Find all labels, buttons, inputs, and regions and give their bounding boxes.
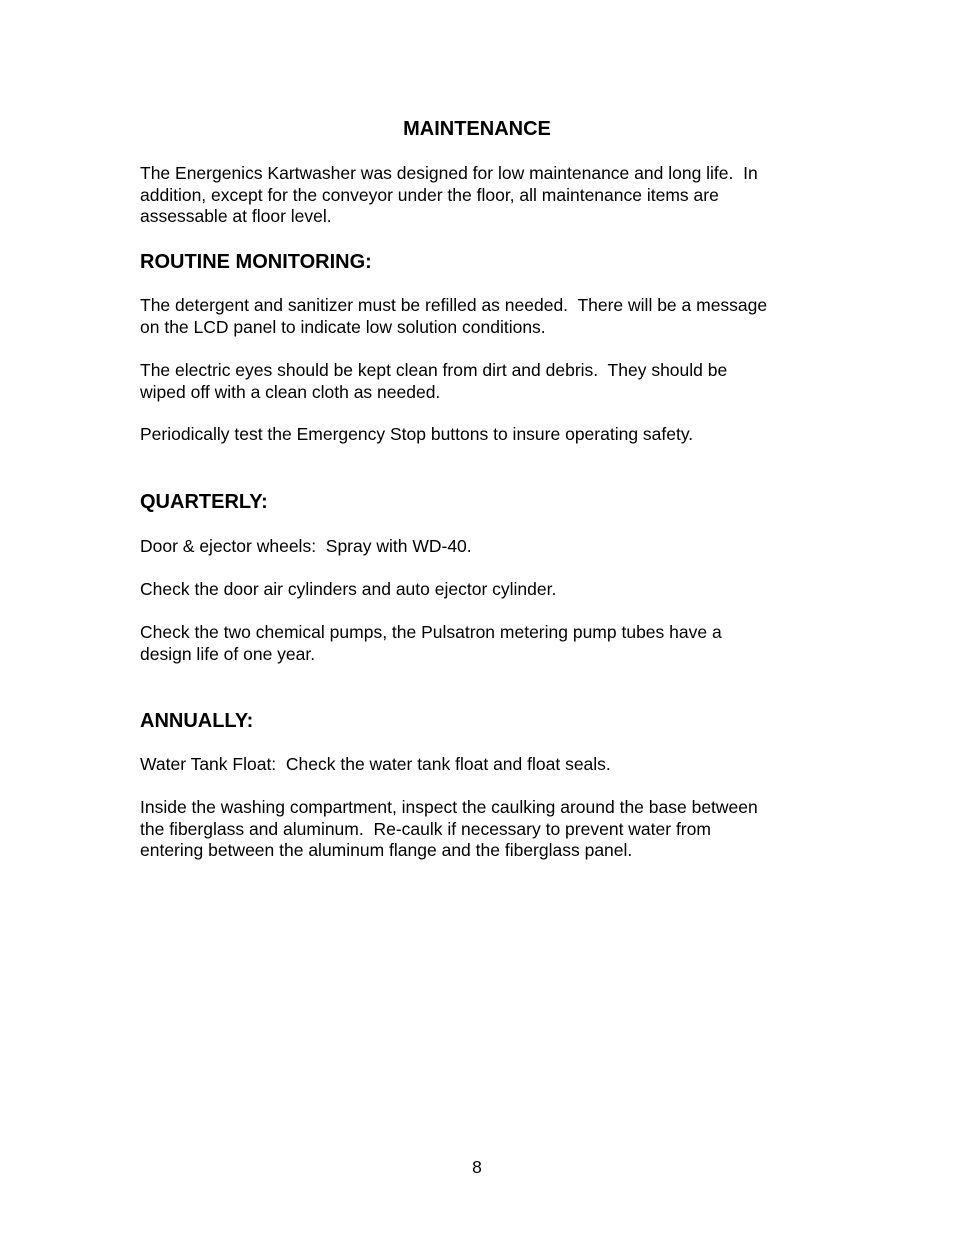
routine-paragraph-2 [140,360,727,403]
quarterly-paragraph-3 [140,622,722,665]
quarterly-paragraph-2 [140,579,556,601]
annually-p2-line-2: the fiberglass and aluminum. Re-caulk if necessary to prevent water from [140,818,711,839]
intro-line-1: The Energenics Kartwasher was designed for low maintenance and long life. In [140,163,758,183]
annually-paragraph-2 [140,797,758,862]
annually-paragraph-1 [140,754,611,776]
annually-p1-line-1: Water Tank Float: Check the water tank float and float seals. [140,754,611,774]
intro-line-3: assessable at floor level. [140,206,332,227]
section-heading-routine-monitoring: ROUTINE MONITORING: [140,251,372,273]
intro-line-2: addition, except for the conveyor under the floor, all maintenance items are [140,184,719,205]
quarterly-paragraph-1 [140,536,472,558]
page-number: 8 [472,1157,482,1177]
annually-p2-line-3: entering between the aluminum flange and the fiberglass panel. [140,840,633,861]
quarterly-p3-line-2: design life of one year. [140,643,316,664]
quarterly-p3-line-1: Check the two chemical pumps, the Pulsatron metering pump tubes have a [140,622,722,642]
routine-paragraph-3 [140,424,693,446]
routine-p2-line-1: The electric eyes should be kept clean from dirt and debris. They should be [140,360,728,380]
document-page [140,0,820,1235]
page-title: MAINTENANCE [403,118,551,140]
routine-p3-line-1: Periodically test the Emergency Stop buttons to insure operating safety. [140,424,694,444]
section-heading-quarterly: QUARTERLY: [140,491,268,513]
routine-paragraph-1 [140,295,767,338]
intro-paragraph [140,163,758,228]
routine-p2-line-2: wiped off with a clean cloth as needed. [140,381,441,402]
quarterly-p1-line-1: Door & ejector wheels: Spray with WD-40. [140,536,472,556]
routine-p1-line-1: The detergent and sanitizer must be refilled as needed. There will be a message [140,295,768,315]
section-heading-annually: ANNUALLY: [140,710,254,732]
annually-p2-line-1: Inside the washing compartment, inspect the caulking around the base between [140,797,758,817]
quarterly-p2-line-1: Check the door air cylinders and auto ejector cylinder. [140,579,557,599]
routine-p1-line-2: on the LCD panel to indicate low solution conditions. [140,316,546,337]
